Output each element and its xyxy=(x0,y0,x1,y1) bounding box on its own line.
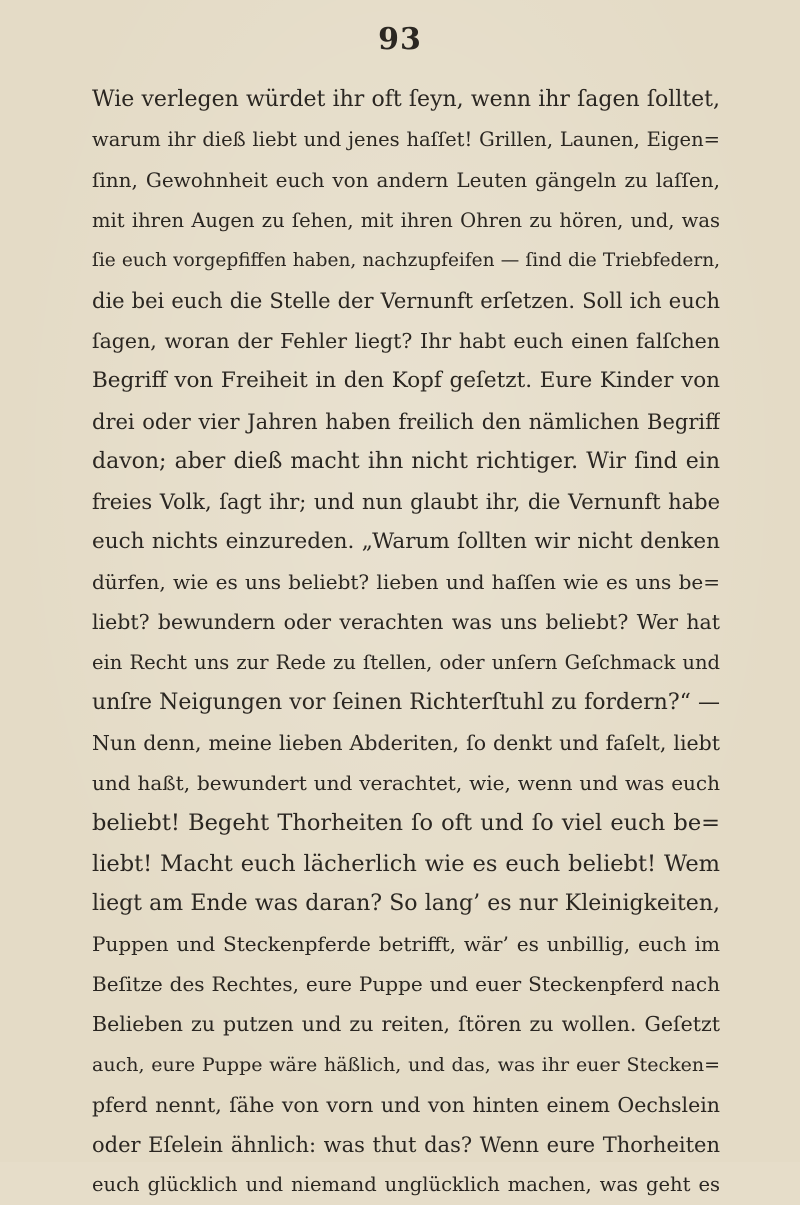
text-line: Belieben zu putzen und zu reiten, ſtören zu wollen. Geſetzt xyxy=(92,1012,720,1037)
text-body xyxy=(92,80,720,1205)
text-line: beliebt! Begeht Thorheiten ſo oft und ſo viel euch be= xyxy=(92,810,720,837)
text-line: ſinn, Gewohnheit euch von andern Leuten gängeln zu laſſen, xyxy=(92,168,720,193)
text-line: liebt! Macht euch lächerlich wie es euch beliebt! Wem xyxy=(92,850,720,877)
text-line: liegt am Ende was daran? So lang’ es nur Kleinigkeiten, xyxy=(92,890,720,916)
text-line: die bei euch die Stelle der Vernunft erſetzen. Soll ich euch xyxy=(92,288,720,313)
text-line: ein Recht uns zur Rede zu ſtellen, oder unſern Geſchmack und xyxy=(92,650,720,674)
text-line: Nun denn, meine lieben Abderiten, ſo denkt und faſelt, liebt xyxy=(92,731,720,755)
text-line: drei oder vier Jahren haben freilich den nämlichen Begriff xyxy=(92,409,720,434)
text-line: auch, eure Puppe wäre häßlich, und das, was ihr euer Stecken= xyxy=(92,1053,720,1076)
text-line: pferd nennt, ſähe von vorn und von hinten einem Oechslein xyxy=(92,1092,720,1117)
text-line: ſagen, woran der Fehler liegt? Ihr habt euch einen falſchen xyxy=(92,329,720,354)
text-line: Beſitze des Rechtes, eure Puppe und euer Steckenpferd nach xyxy=(92,972,720,997)
page-number: 93 xyxy=(378,22,422,57)
text-line: mit ihren Augen zu ſehen, mit ihren Ohren zu hören, und, was xyxy=(92,208,720,232)
text-line: Puppen und Steckenpferde betrifft, wär’ es unbillig, euch im xyxy=(92,931,720,956)
text-line: Wie verlegen würdet ihr oft ſeyn, wenn ihr ſagen ſolltet, xyxy=(92,87,720,112)
text-line: dürfen, wie es uns beliebt? lieben und haſſen wie es uns be= xyxy=(92,570,720,595)
text-line: unſre Neigungen vor ſeinen Richterſtuhl zu fordern?“ — xyxy=(92,689,720,715)
text-line: davon; aber dieß macht ihn nicht richtiger. Wir ſind ein xyxy=(92,448,720,474)
text-line: euch glücklich und niemand unglücklich machen, was geht es xyxy=(92,1173,720,1197)
text-line: ſie euch vorgepfiffen haben, nachzupfeifen — ſind die Triebfedern, xyxy=(92,249,720,271)
text-line: warum ihr dieß liebt und jenes haſſet! Grillen, Launen, Eigen= xyxy=(92,128,720,152)
text-line: Begriff von Freiheit in den Kopf geſetzt. Eure Kinder von xyxy=(92,368,720,394)
text-line: liebt? bewundern oder verachten was uns beliebt? Wer hat xyxy=(92,610,720,635)
text-line: euch nichts einzureden. „Warum ſollten wir nicht denken xyxy=(92,529,720,555)
text-line: und haßt, bewundert und verachtet, wie, wenn und was euch xyxy=(92,771,720,796)
text-line: freies Volk, ſagt ihr; und nun glaubt ihr, die Vernunft habe xyxy=(92,489,720,514)
text-line: oder Eſelein ähnlich: was thut das? Wenn eure Thorheiten xyxy=(92,1132,720,1157)
